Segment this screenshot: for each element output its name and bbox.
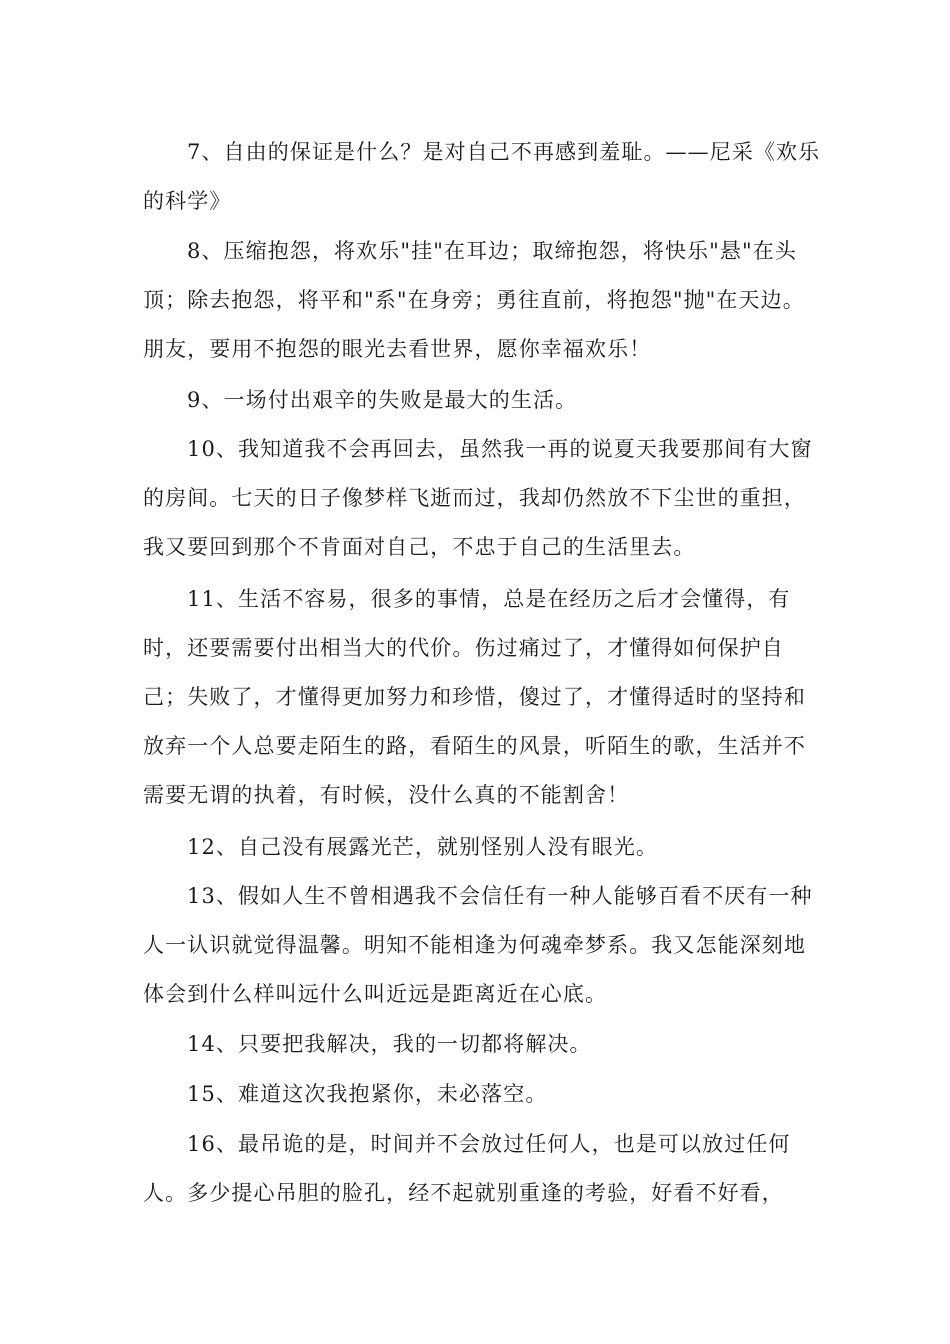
paragraph-10: 10、我知道我不会再回去，虽然我一再的说夏天我要那间有大窗的房间。七天的日子像梦样飞逝而过，我却仍然放不下尘世的重担，我又要回到那个不肯面对自己，不忠于自己的生活里去。 — [143, 437, 813, 559]
paragraph-12: 12、自己没有展露光芒，就别怪别人没有眼光。 — [187, 835, 658, 859]
paragraph-7: 7、自由的保证是什么？是对自己不再感到羞耻。——尼采《欢乐的科学》 — [143, 140, 821, 213]
paragraph-15: 15、难道这次我抱紧你，未必落空。 — [187, 1082, 548, 1106]
paragraph-9: 9、一场付出艰辛的失败是最大的生活。 — [187, 388, 578, 412]
paragraph-8: 8、压缩抱怨，将欢乐"挂"在耳边；取缔抱怨，将快乐"悬"在头顶；除去抱怨，将平和"系"在身旁；勇往直前，将抱怨"抛"在天边。朋友，要用不抱怨的眼光去看世界，愿你幸福欢乐！ — [143, 239, 805, 361]
paragraph-13: 13、假如人生不曾相遇我不会信任有一种人能够百看不厌有一种人一认识就觉得温馨。明知不能相逢为何魂牵梦系。我又怎能深刻地体会到什么样叫远什么叫近远是距离近在心底。 — [143, 884, 813, 1006]
paragraph-14: 14、只要把我解决，我的一切都将解决。 — [187, 1032, 592, 1056]
paragraph-11: 11、生活不容易，很多的事情，总是在经历之后才会懂得，有时，还要需要付出相当大的代价。伤过痛过了，才懂得如何保护自己；失败了，才懂得更加努力和珍惜，傻过了，才懂得适时的坚持和放弃一个人总要走陌生的路，看陌生的风景，听陌生的歌，生活并不需要无谓的执着，有时候，没什么真的不能割舍！ — [143, 587, 806, 807]
paragraph-16: 16、最吊诡的是，时间并不会放过任何人，也是可以放过任何人。多少提心吊胆的脸孔，经不起就别重逢的考验，好看不好看， — [143, 1132, 791, 1205]
